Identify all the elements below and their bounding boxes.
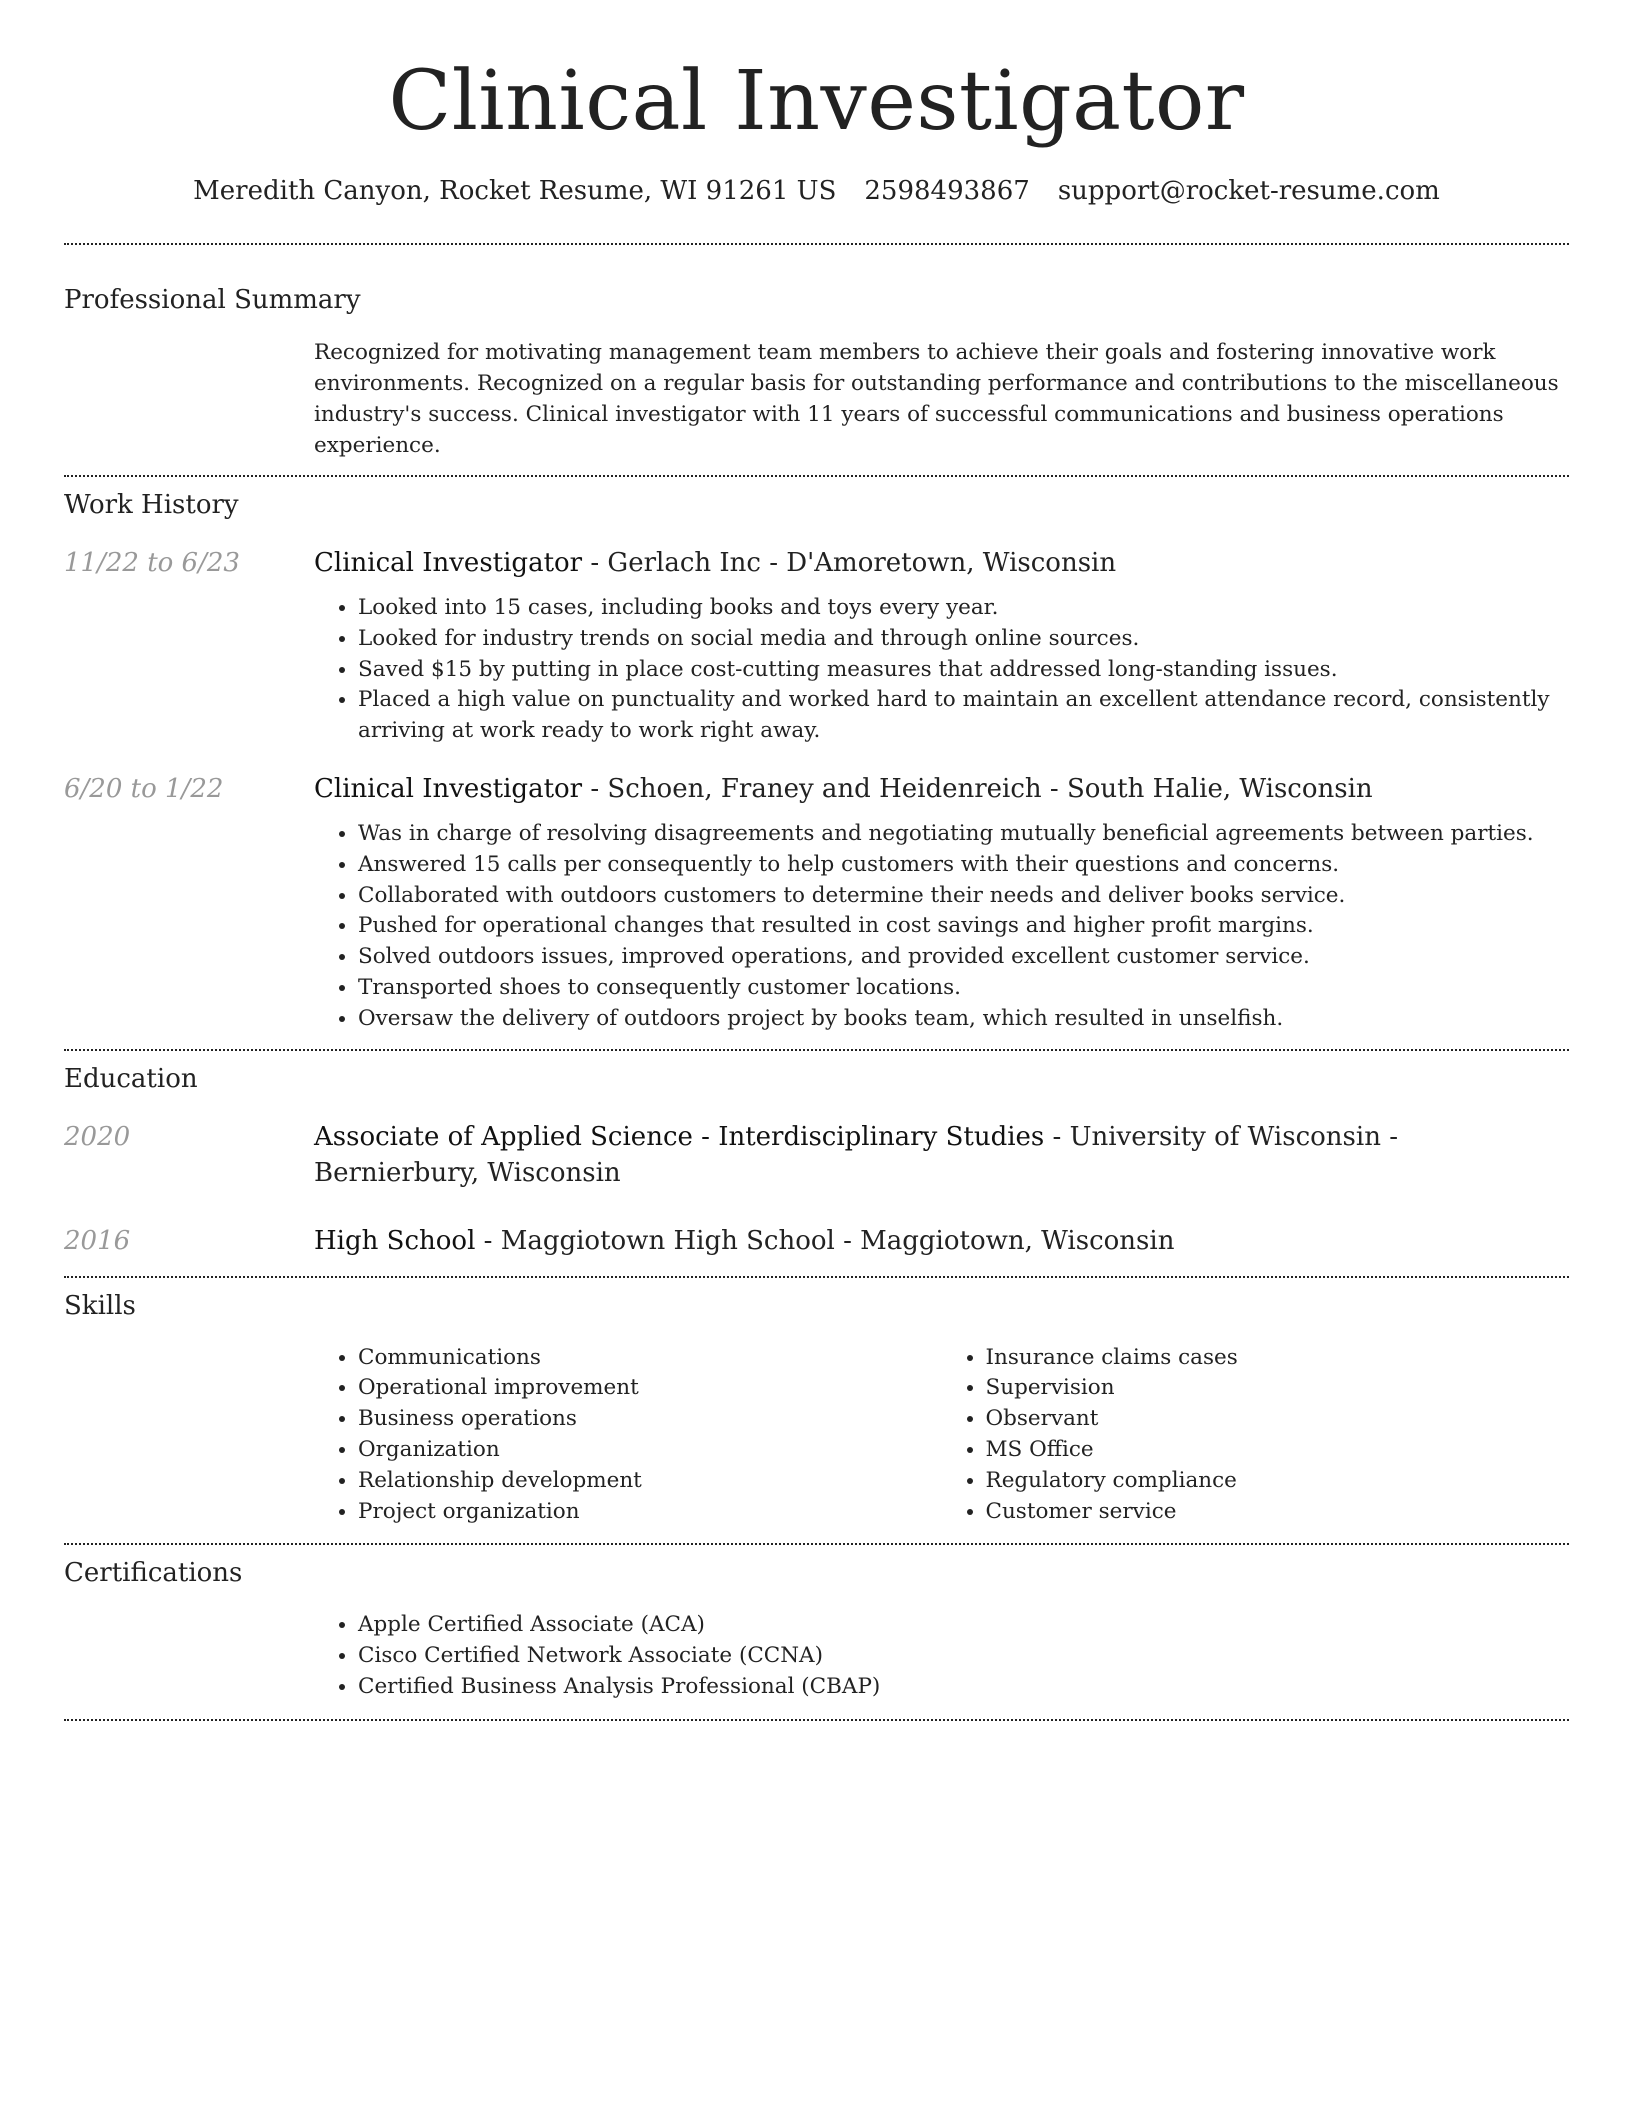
- job-bullets: [314, 819, 1569, 1035]
- certifications-list: [314, 1610, 1569, 1702]
- summary-text: Recognized for motivating management team members to achieve their goals and fostering innovative work environments. Recognized on a regular basis for outstanding performance and contributions to the miscellaneous industry's success. Clinical investigator with 11 years of successful communications and business operations experience.: [314, 340, 1559, 458]
- job-entry: [64, 545, 1569, 747]
- list-item: • Relationship development: [358, 1466, 942, 1497]
- section-title-work: Work History: [64, 490, 239, 520]
- list-item: • Supervision: [986, 1373, 1570, 1404]
- contact-email: support@rocket-resume.com: [1057, 176, 1440, 206]
- job-role: Clinical Investigator: [314, 773, 583, 804]
- contact-phone: 2598493867: [864, 176, 1030, 206]
- list-item: • Looked into 15 cases, including books and toys every year.: [358, 593, 1569, 624]
- education-school: - Maggiotown High School - Maggiotown, Wisconsin: [475, 1225, 1175, 1256]
- list-item: • Was in charge of resolving disagreements and negotiating mutually beneficial agreements between parties.: [358, 819, 1569, 850]
- education-entry: [64, 1223, 1569, 1259]
- list-item: • Insurance claims cases: [986, 1343, 1570, 1374]
- list-item: • Customer service: [986, 1497, 1570, 1528]
- education-year: 2020: [64, 1121, 131, 1152]
- job-bullets: [314, 593, 1569, 747]
- list-item: • Project organization: [358, 1497, 942, 1528]
- job-title: [314, 545, 1569, 581]
- list-item: • Regulatory compliance: [986, 1466, 1570, 1497]
- list-item: • Solved outdoors issues, improved operations, and provided excellent customer service.: [358, 942, 1569, 973]
- education-title: [314, 1119, 1569, 1191]
- section-title-certifications: Certifications: [64, 1558, 243, 1589]
- contact-address: Meredith Canyon, Rocket Resume, WI 91261 US: [193, 176, 837, 206]
- skills-list-right: [942, 1343, 1570, 1528]
- skills-section: [64, 1278, 1569, 1528]
- education-degree: Associate of Applied Science - Interdisciplinary Studies: [314, 1121, 1045, 1152]
- list-item: • Transported shoes to consequently customer locations.: [358, 973, 1569, 1004]
- education-year: 2016: [64, 1225, 131, 1256]
- section-title-skills: Skills: [64, 1290, 136, 1321]
- education-section: [64, 1051, 1569, 1259]
- job-title: [314, 771, 1569, 807]
- work-history-section: [64, 477, 1569, 1035]
- education-degree: High School: [314, 1225, 476, 1256]
- section-title-education: Education: [64, 1063, 198, 1094]
- list-item: • Organization: [358, 1435, 942, 1466]
- job-employer: - Schoen, Franey and Heidenreich - South Halie, Wisconsin: [582, 773, 1373, 804]
- job-role: Clinical Investigator: [314, 548, 583, 578]
- resume-name: Clinical Investigator: [388, 54, 1245, 149]
- education-title: [314, 1223, 1569, 1259]
- skills-columns: [314, 1343, 1569, 1528]
- list-item: • Collaborated with outdoors customers to determine their needs and deliver books service.: [358, 881, 1569, 912]
- list-item: • Certified Business Analysis Professional (CBAP): [358, 1672, 1569, 1703]
- divider: [64, 1719, 1569, 1721]
- skills-list-left: [314, 1343, 942, 1528]
- list-item: • Oversaw the delivery of outdoors project by books team, which resulted in unselfish.: [358, 1004, 1569, 1035]
- list-item: • Cisco Certified Network Associate (CCNA): [358, 1641, 1569, 1672]
- list-item: • Placed a high value on punctuality and worked hard to maintain an excellent attendance record, consistently arriving at work ready to work right away.: [358, 685, 1569, 747]
- list-item: • Looked for industry trends on social media and through online sources.: [358, 624, 1569, 655]
- section-title-summary: Professional Summary: [64, 285, 361, 315]
- list-item: • Answered 15 calls per consequently to help customers with their questions and concerns.: [358, 850, 1569, 881]
- job-entry: [64, 771, 1569, 1035]
- list-item: • Observant: [986, 1404, 1570, 1435]
- contact-line: [64, 174, 1569, 208]
- list-item: • Business operations: [358, 1404, 942, 1435]
- list-item: • Apple Certified Associate (ACA): [358, 1610, 1569, 1641]
- list-item: • MS Office: [986, 1435, 1570, 1466]
- education-school: - University of Wisconsin - Bernierbury, Wisconsin: [314, 1121, 1398, 1188]
- summary-section: [64, 245, 1569, 461]
- job-dates: 6/20 to 1/22: [64, 773, 224, 804]
- job-employer: - Gerlach Inc - D'Amoretown, Wisconsin: [582, 548, 1117, 578]
- list-item: • Saved $15 by putting in place cost-cutting measures that addressed long-standing issues.: [358, 655, 1569, 686]
- list-item: • Communications: [358, 1343, 942, 1374]
- job-dates: 11/22 to 6/23: [64, 548, 240, 578]
- list-item: • Pushed for operational changes that resulted in cost savings and higher profit margins.: [358, 911, 1569, 942]
- list-item: • Operational improvement: [358, 1373, 942, 1404]
- certifications-section: [64, 1545, 1569, 1702]
- education-entry: [64, 1119, 1569, 1191]
